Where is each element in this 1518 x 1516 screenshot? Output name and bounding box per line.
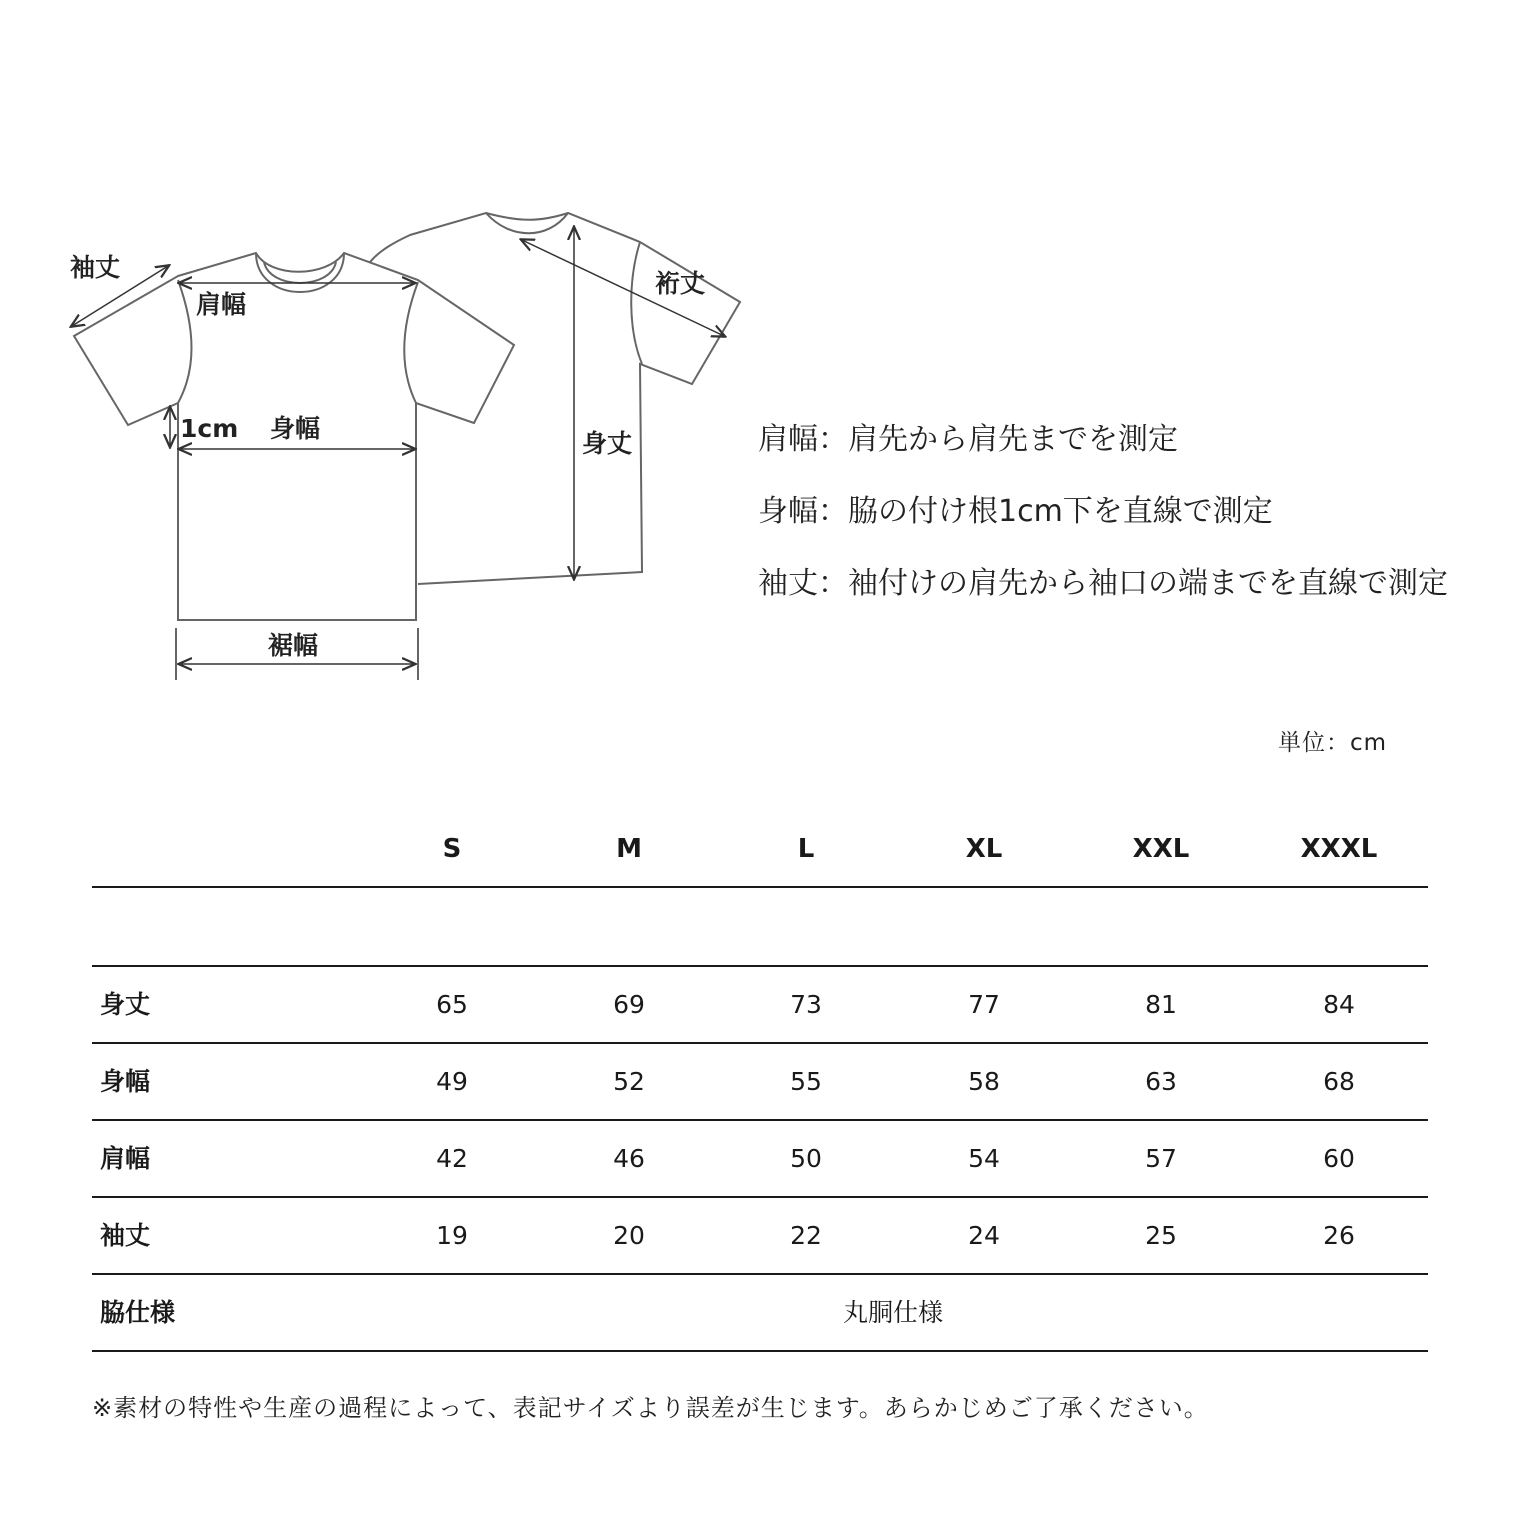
- size-header-xxl: XXL: [1132, 834, 1190, 864]
- table-cell: 54: [968, 1144, 1000, 1173]
- row-label: 身丈: [100, 990, 151, 1019]
- table-cell: 58: [968, 1067, 1000, 1096]
- yuki-length-label: 裄丈: [655, 269, 706, 298]
- table-cell: 81: [1145, 990, 1177, 1019]
- body-width-label: 身幅: [270, 414, 321, 443]
- table-cell: 19: [436, 1221, 468, 1250]
- size-header-m: M: [616, 834, 642, 864]
- note-sleeve-length: 袖丈：袖付けの肩先から袖口の端までを直線で測定: [758, 566, 1448, 601]
- table-cell: 26: [1323, 1221, 1355, 1250]
- table-cell: 65: [436, 990, 468, 1019]
- shoulder-width-label: 肩幅: [196, 290, 247, 319]
- size-header-xl: XL: [965, 834, 1003, 864]
- table-spacer-row: [92, 888, 1428, 967]
- table-cell: 60: [1323, 1144, 1355, 1173]
- size-header-xxxl: XXXL: [1300, 834, 1378, 864]
- table-cell: 77: [968, 990, 1000, 1019]
- unit-label: 単位：cm: [1278, 730, 1388, 756]
- table-cell: 49: [436, 1067, 468, 1096]
- table-cell: 25: [1145, 1221, 1177, 1250]
- body-length-label: 身丈: [582, 429, 633, 458]
- table-cell: 50: [790, 1144, 822, 1173]
- side-spec-value: 丸胴仕様: [842, 1298, 943, 1327]
- sleeve-length-label: 袖丈: [70, 253, 121, 282]
- measurement-notes: [758, 418, 1498, 634]
- table-row-body-width: [92, 1044, 1428, 1121]
- table-cell: 52: [613, 1067, 645, 1096]
- table-cell: 73: [790, 990, 822, 1019]
- table-cell: 63: [1145, 1067, 1177, 1096]
- size-table: [92, 812, 1428, 1352]
- note-shoulder-width: 肩幅：肩先から肩先までを測定: [758, 422, 1178, 457]
- size-header-row: [92, 812, 1428, 888]
- table-row-shoulder-width: [92, 1121, 1428, 1198]
- table-cell: 68: [1323, 1067, 1355, 1096]
- size-header-l: L: [797, 834, 815, 864]
- row-label: 袖丈: [100, 1221, 151, 1250]
- table-cell: 42: [436, 1144, 468, 1173]
- table-row-body-length: [92, 967, 1428, 1044]
- table-cell: 55: [790, 1067, 822, 1096]
- row-label: 脇仕様: [100, 1298, 176, 1327]
- table-cell: 24: [968, 1221, 1000, 1250]
- table-cell: 20: [613, 1221, 645, 1250]
- offset-label: 1cm: [180, 414, 239, 443]
- table-cell: 46: [613, 1144, 645, 1173]
- footer-disclaimer: ※素材の特性や生産の過程によって、表記サイズより誤差が生じます。あらかじめご了承ください。: [92, 1394, 1209, 1422]
- table-cell: 69: [613, 990, 645, 1019]
- size-header-s: S: [442, 834, 462, 864]
- table-cell: 22: [790, 1221, 822, 1250]
- hem-width-label: 裾幅: [268, 631, 319, 660]
- table-cell: 84: [1323, 990, 1355, 1019]
- table-row-sleeve-length: [92, 1198, 1428, 1275]
- note-body-width: 身幅：脇の付け根1cm下を直線で測定: [758, 494, 1273, 529]
- tshirt-measurement-diagram: [0, 0, 760, 700]
- row-label: 肩幅: [100, 1144, 151, 1173]
- table-row-side-spec: [92, 1275, 1428, 1352]
- table-cell: 57: [1145, 1144, 1177, 1173]
- row-label: 身幅: [100, 1067, 151, 1096]
